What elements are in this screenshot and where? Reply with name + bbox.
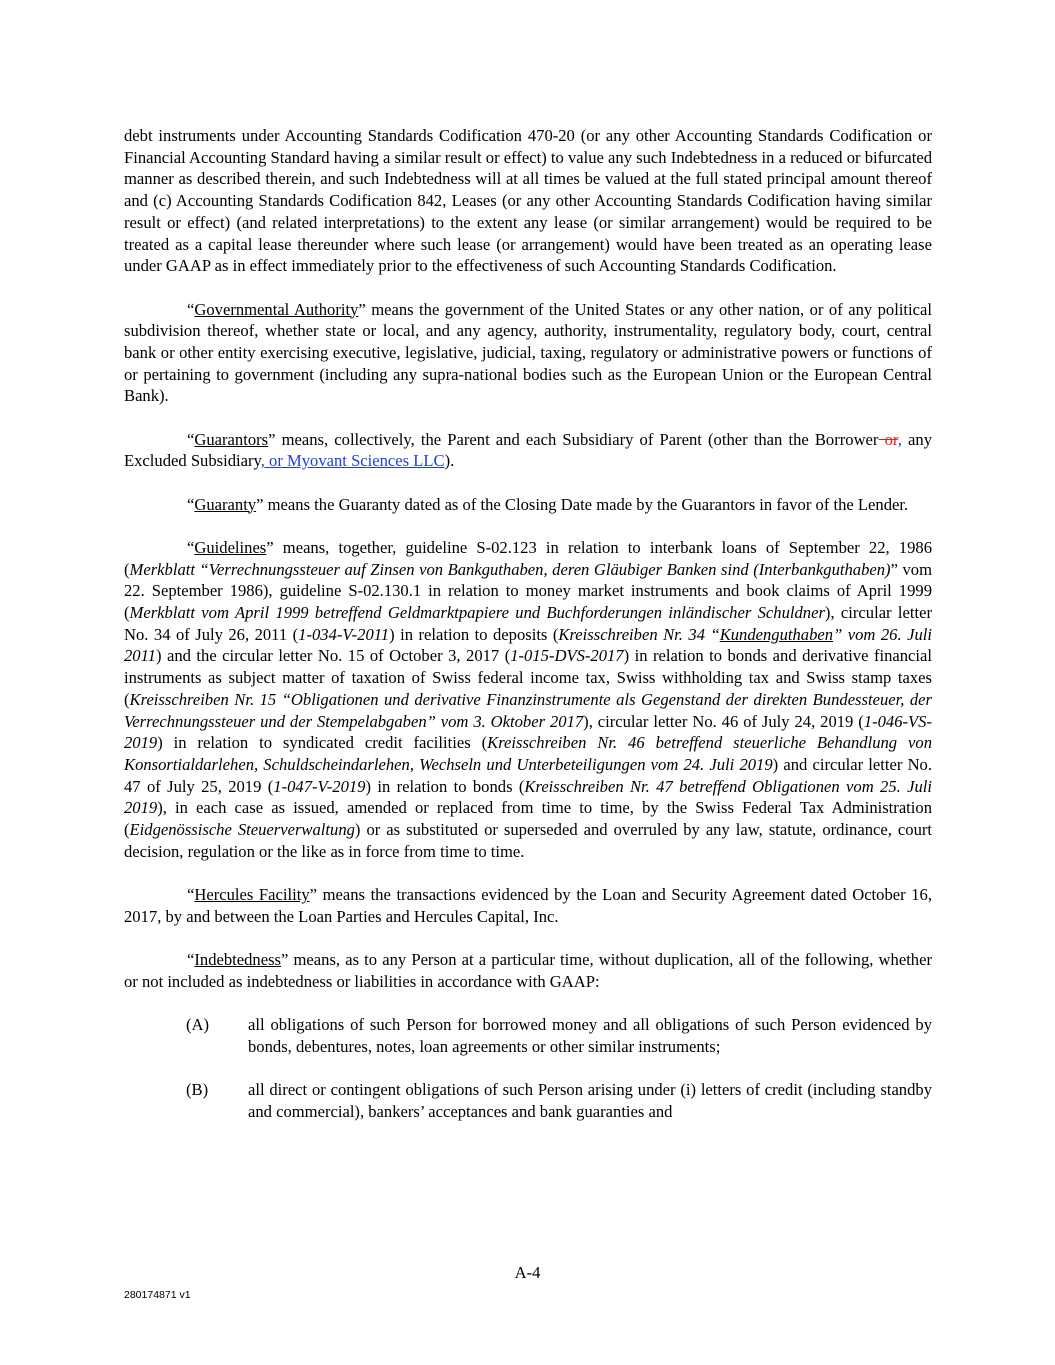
list-item-label: (A)	[186, 1015, 210, 1035]
definition-indebtedness: “Indebtedness” means, as to any Person at a particular time, without duplication, all of the following, whether or not included as indebtedness or liabilities in accordance with GAAP:	[124, 950, 932, 991]
list-item-text: all obligations of such Person for borrowed money and all obligations of such Person evidenced by bonds, debentures, notes, loan agreements or other similar instruments;	[248, 1015, 932, 1056]
definition-guaranty: “Guaranty” means the Guaranty dated as of the Closing Date made by the Guarantors in favor of the Lender.	[187, 494, 909, 514]
inserted-text: ,	[897, 429, 902, 449]
deleted-text: or	[878, 429, 898, 449]
definition-guidelines: “Guidelines” means, together, guideline S-02.123 in relation to interbank loans of September 22, 1986 (Merkblatt “Verrechnungssteuer auf Zinsen von Bankguthaben, deren Gläubiger Banken sind (Interbankguthaben)” vom 22. September 1986), guideline S-02.130.1 in relation to money market instruments and book claims of April 1999 (Merkblatt vom April 1999 betreffend Geldmarktpapiere und Buchforderungen inländischer Schuldner), circular letter No. 34 of July 26, 2011 (1-034-V-2011) in relation to deposits (Kreisschreiben Nr. 34 “Kundenguthaben” vom 26. Juli 2011) and the circular letter No. 15 of October 3, 2017 (1-015-DVS-2017) in relation to bonds and derivative financial instruments as subject matter of taxation of Swiss federal income tax, Swiss withholding tax and Swiss stamp taxes (Kreisschreiben Nr. 15 “Obligationen und derivative Finanzinstrumente als Gegenstand der direkten Bundessteuer, der Verrechnungssteuer und der Stempelabgaben” vom 3. Oktober 2017), circular letter No. 46 of July 24, 2019 (1-046-VS-2019) in relation to syndicated credit facilities (Kreisschreiben Nr. 46 betreffend steuerliche Behandlung von Konsortialdarlehen, Schuldscheindarlehen, Wechseln und Unterbeteiligungen vom 24. Juli 2019) and circular letter No. 47 of July 25, 2019 (1-047-V-2019) in relation to bonds (Kreisschreiben Nr. 47 betreffend Obligationen vom 25. Juli 2019), in each case as issued, amended or replaced from time to time, by the Swiss Federal Tax Administration (Eidgenössische Steuerverwaltung) or as substituted or superseded and overruled by any law, statute, ordinance, court decision, regulation or the like as in force from time to time.	[124, 537, 933, 861]
paragraph-accounting-standards: debt instruments under Accounting Standards Codification 470-20 (or any other Accounting Standards Codification or Financial Accounting Standard having a similar result or effect) to value any such Indebtedness in a reduced or bifurcated manner as described therein, and such Indebtedness will at all times be valued at the full stated principal amount thereof and (c) Accounting Standards Codification 842, Leases (or any other Accounting Standards Codification having similar result or effect) (and related interpretations) to the extent any lease (or similar arrangement) would be required to be treated as a capital lease thereunder where such lease (or arrangement) would have been treated as an operating lease under GAAP as in effect immediately prior to the effectiveness of such Accounting Standards Codification.	[124, 126, 932, 276]
document-body	[124, 125, 932, 1144]
definition-hercules-facility: “Hercules Facility” means the transactions evidenced by the Loan and Security Agreement dated October 16, 2017, by and between the Loan Parties and Hercules Capital, Inc.	[124, 885, 932, 926]
defined-term: Hercules Facility	[194, 885, 310, 905]
definition-governmental-authority: “Governmental Authority” means the government of the United States or any other nation, or of any political subdivision thereof, whether state or local, and any agency, authority, instrumentality, regulatory body, court, central bank or other entity exercising executive, legislative, judicial, taxing, regulatory or administrative powers or functions of or pertaining to government (including any supra-national bodies such as the European Union or the European Central Bank).	[124, 299, 932, 406]
defined-term: Indebtedness	[194, 950, 282, 970]
defined-term: Guidelines	[194, 537, 267, 557]
list-item	[124, 1014, 932, 1057]
inserted-text: , or Myovant Sciences LLC	[260, 451, 445, 471]
page-number: A-4	[514, 1263, 541, 1282]
list-item	[124, 1079, 932, 1122]
defined-term: Guaranty	[194, 494, 257, 514]
defined-term: Guarantors	[194, 429, 269, 449]
list-item-label: (B)	[186, 1080, 209, 1100]
document-id: 280174871 v1	[124, 1289, 191, 1301]
defined-term: Governmental Authority	[194, 299, 359, 319]
list-item-text: all direct or contingent obligations of such Person arising under (i) letters of credit (including standby and commercial), bankers’ acceptances and bank guaranties and	[248, 1080, 932, 1121]
definition-guarantors: “Guarantors” means, collectively, the Parent and each Subsidiary of Parent (other than the Borrower or, any Excluded Subsidiary, or Myovant Sciences LLC).	[124, 429, 932, 471]
